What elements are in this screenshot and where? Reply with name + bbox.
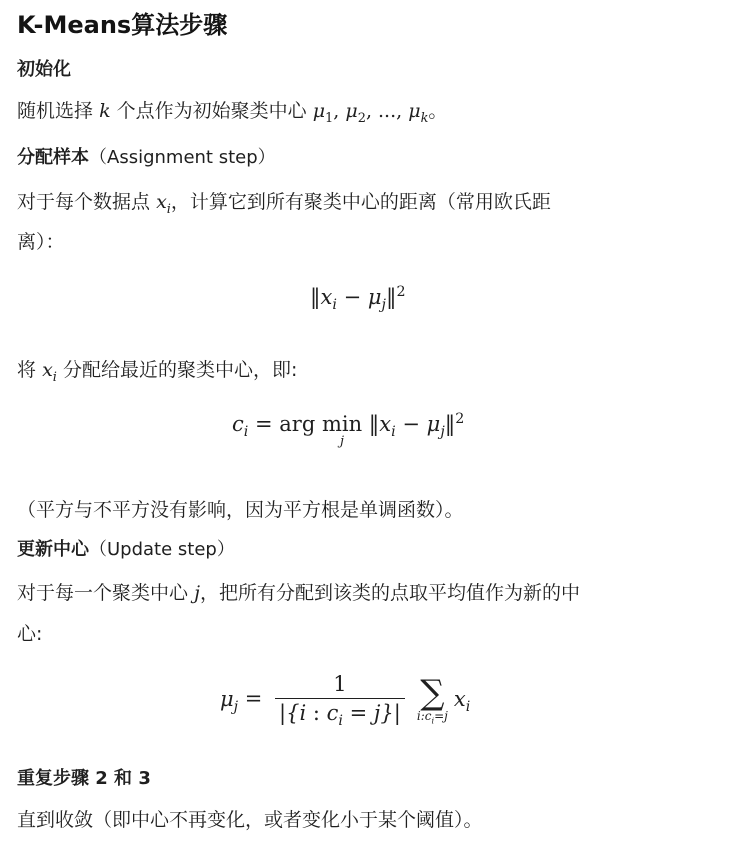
init-text-a: 随机选择 xyxy=(17,100,94,122)
assign-heading-label: 分配样本 xyxy=(17,147,89,168)
assign-line2: 离）： xyxy=(17,231,65,253)
init-heading: 初始化 xyxy=(17,59,71,80)
page-title: K-Means算法步骤 xyxy=(17,11,228,39)
assign-line3-b: 分配给最近的聚类中心，即: xyxy=(62,359,298,381)
update-heading-en: （Update step） xyxy=(89,539,235,560)
init-text xyxy=(17,97,447,125)
math-mu-list: $\mu_1$, $\mu_2$, ..., $\mu_k$ xyxy=(312,100,429,126)
assign-note: （平方与不平方没有影响，因为平方根是单调函数）。 xyxy=(17,499,464,521)
equation-argmin: $c_i$ = arg min j $‖x_i$ − $\mu_j‖^2$ xyxy=(232,411,465,449)
update-line1-a: 对于每一个聚类中心 xyxy=(17,582,189,604)
equation-distance: $‖x_i$ − $\mu_j‖^2$ xyxy=(310,284,406,314)
assign-line1 xyxy=(17,188,551,216)
repeat-text: 直到收敛（即中心不再变化，或者变化小于某个阈值）。 xyxy=(17,809,483,831)
math-k: k xyxy=(99,100,111,122)
math-j: j xyxy=(194,582,200,604)
assign-line3 xyxy=(17,356,297,384)
update-line1 xyxy=(17,579,580,607)
assign-line1-b: ，计算它到所有聚类中心的距离（常用欧氏距 xyxy=(170,191,551,213)
init-text-c: 。 xyxy=(428,100,448,122)
update-line2: 心: xyxy=(17,623,43,645)
math-xi-2: $x_i$ xyxy=(42,359,57,385)
equation-mean: $\mu_j$ = $\frac{1}{|\{i : c_i = j\}|}$ ∑ $i:c_i=j$ $x_i$ xyxy=(220,672,471,730)
update-line1-b: ，把所有分配到该类的点取平均值作为新的中 xyxy=(199,582,580,604)
assign-heading xyxy=(17,145,276,171)
init-text-b: 个点作为初始聚类中心 xyxy=(116,100,307,122)
math-xi: $x_i$ xyxy=(156,191,171,217)
repeat-heading: 重复步骤 2 和 3 xyxy=(17,768,151,789)
assign-line3-a: 将 xyxy=(17,359,37,381)
update-heading xyxy=(17,537,235,563)
assign-line1-a: 对于每个数据点 xyxy=(17,191,151,213)
update-heading-label: 更新中心 xyxy=(17,539,89,560)
assign-heading-en: （Assignment step） xyxy=(89,147,276,168)
